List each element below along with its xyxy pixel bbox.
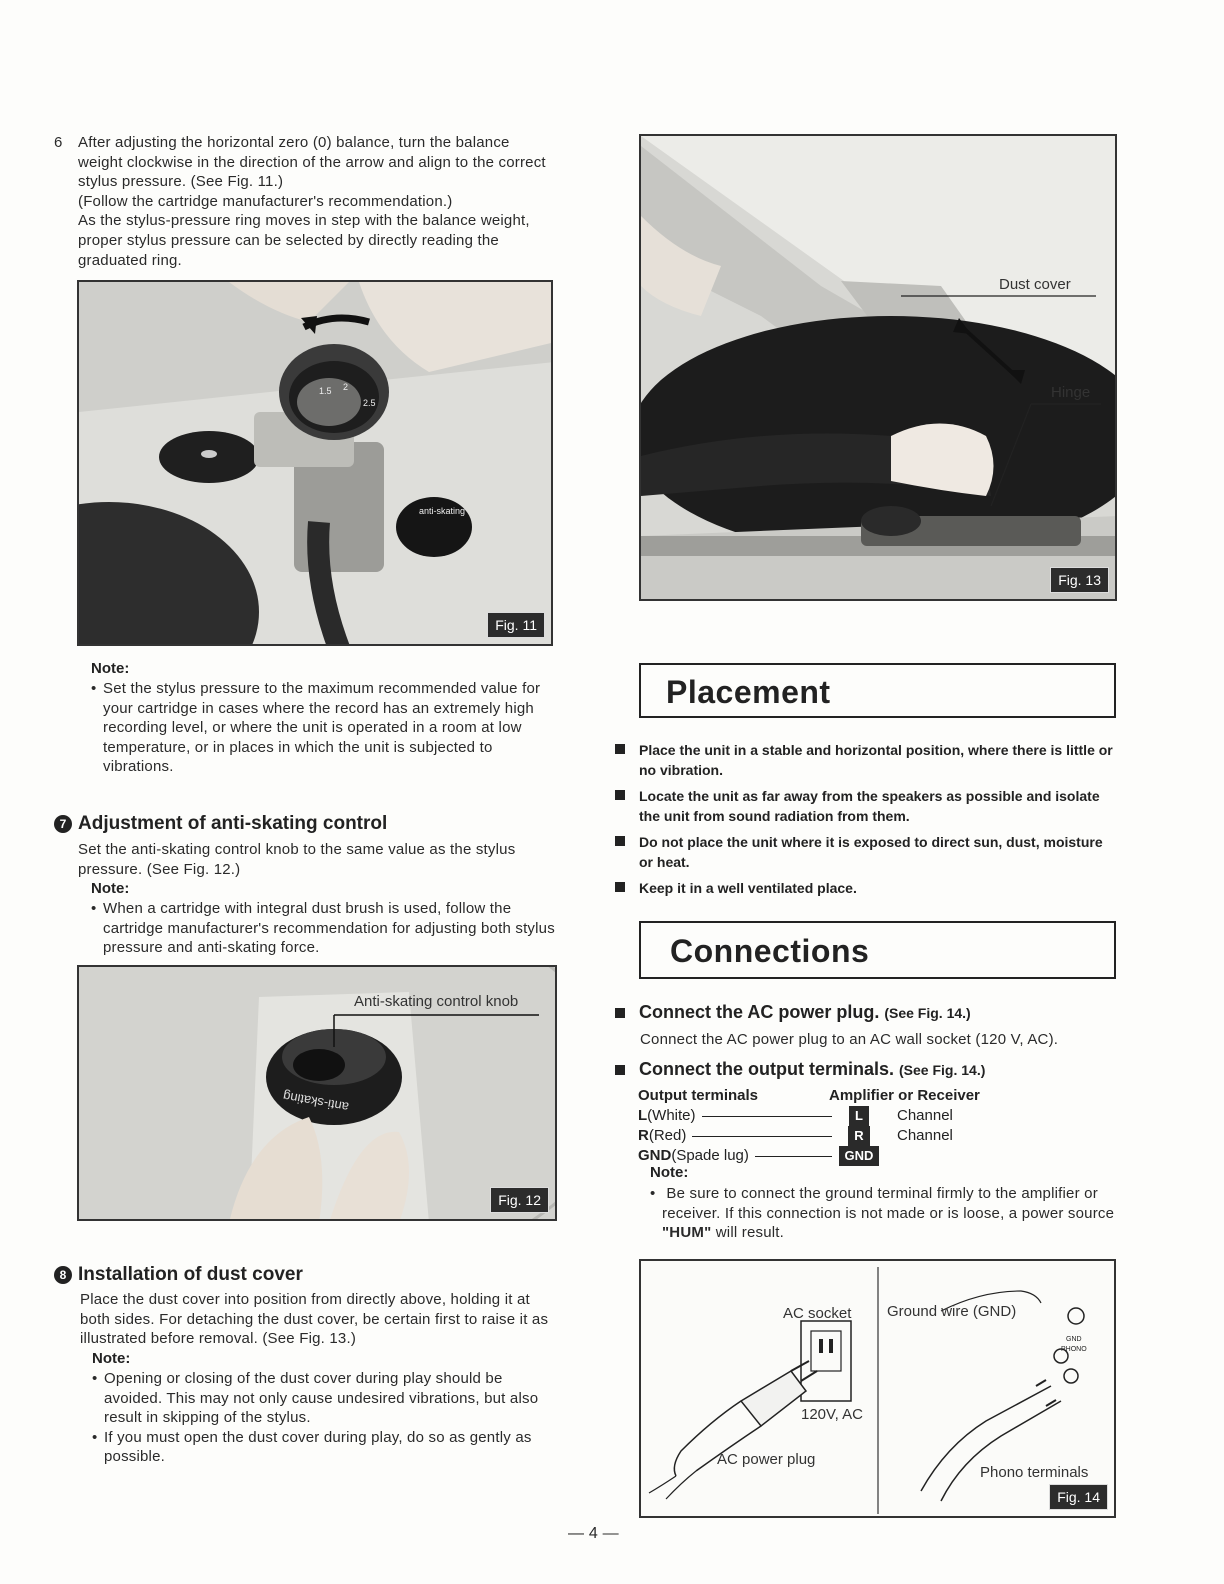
fig11-dial-num-2: 2 bbox=[343, 382, 349, 392]
output-terminals-header: Output terminals bbox=[638, 1087, 759, 1104]
connections-note-pre: Be sure to connect the ground terminal firmly to the amplifier or receiver. If this connection is not made or is loose, a power source bbox=[662, 1185, 1115, 1222]
note1-text: • Set the stylus pressure to the maximum recommended value for your cartridge in cases where the record has an extremely high recording level, or where the unit is operated in a room at low temperature, or in places in which the unit is subjected to vibrations. bbox=[91, 679, 557, 777]
fig14-voltage-label: 120V, AC bbox=[801, 1406, 863, 1423]
connections-heading-box bbox=[639, 921, 1116, 979]
output-table bbox=[638, 1086, 1118, 1166]
row-r-bold: R bbox=[638, 1127, 649, 1144]
note1-label: Note: bbox=[91, 660, 130, 677]
placement-title: Placement bbox=[666, 674, 831, 710]
output-row-l-left bbox=[638, 1106, 838, 1126]
fig14-phono-label: Phono terminals bbox=[980, 1464, 1089, 1481]
dust-cover-illustration bbox=[641, 136, 1117, 601]
section7-note-label: Note: bbox=[91, 880, 130, 897]
fig-11-image bbox=[77, 280, 553, 646]
connections-note-post: will result. bbox=[711, 1224, 785, 1242]
section8-note-1: • Opening or closing of the dust cover during play should be avoided. This may not only cause undesired vibrations, but also result in skipping of the stylus. bbox=[92, 1369, 558, 1428]
placement-list bbox=[615, 740, 1117, 898]
fig11-dial-num-3: 2.5 bbox=[363, 398, 376, 408]
section8-heading bbox=[54, 1264, 303, 1286]
fig11-anti-label: anti-skating bbox=[419, 506, 466, 516]
row-r-chip: R bbox=[848, 1126, 869, 1146]
row-r-chip-wrap bbox=[838, 1126, 880, 1146]
section7-number: 7 bbox=[54, 815, 72, 833]
section7-text: Set the anti-skating control knob to the same value as the stylus pressure. (See Fig. 12.) bbox=[78, 841, 516, 878]
connect-output-see: (See Fig. 14.) bbox=[899, 1062, 986, 1078]
connect-output-title: Connect the output terminals. bbox=[639, 1059, 895, 1079]
section7-title: Adjustment of anti-skating control bbox=[78, 813, 388, 834]
connections-title: Connections bbox=[670, 933, 870, 969]
connect-ac-heading bbox=[615, 1002, 971, 1023]
step6-as: As the stylus-pressure ring moves in step with the balance weight, proper stylus pressure can be selected by directly reading the graduated ring. bbox=[78, 212, 530, 269]
row-gnd-chip: GND bbox=[839, 1146, 880, 1166]
fig13-hinge-label: Hinge bbox=[1051, 384, 1091, 401]
section8-text: Place the dust cover into position from directly above, holding it at both sides. For detaching the dust cover, be certain first to raise it as illustrated before removal. (See Fig. 13.) bbox=[80, 1291, 549, 1348]
step6-follow: (Follow the cartridge manufacturer's recommendation.) bbox=[78, 192, 453, 210]
section8-notes bbox=[92, 1369, 558, 1467]
placement-item-4-text: Keep it in a well ventilated place. bbox=[639, 880, 857, 896]
placement-item-3 bbox=[615, 832, 1117, 872]
placement-item-2-text: Locate the unit as far away from the speakers as possible and isolate the unit from sound radiation from them. bbox=[639, 788, 1100, 824]
output-table-header bbox=[638, 1086, 1118, 1106]
stylus-pressure-illustration bbox=[79, 282, 553, 646]
connect-ac-title: Connect the AC power plug. bbox=[639, 1002, 880, 1022]
row-l-chip: L bbox=[849, 1106, 869, 1126]
fig-12-label: Fig. 12 bbox=[490, 1187, 549, 1213]
fig-11-label: Fig. 11 bbox=[487, 612, 545, 638]
section7-heading bbox=[54, 813, 387, 835]
fig-13-label: Fig. 13 bbox=[1050, 567, 1109, 593]
connect-ac-see: (See Fig. 14.) bbox=[884, 1005, 971, 1021]
bullet-square-icon bbox=[615, 882, 625, 892]
bullet-square-icon bbox=[615, 744, 625, 754]
step6-text: After adjusting the horizontal zero (0) balance, turn the balance weight clockwise in the direction of the arrow and align to the correct stylus pressure. (See Fig. 11.) bbox=[78, 134, 546, 191]
row-gnd-chip-wrap bbox=[838, 1146, 880, 1166]
row-l-channel: Channel bbox=[897, 1107, 953, 1124]
placement-item-3-text: Do not place the unit where it is exposed to direct sun, dust, moisture or heat. bbox=[639, 834, 1103, 870]
placement-item-1-text: Place the unit in a stable and horizontal position, where there is little or no vibration. bbox=[639, 742, 1113, 778]
arrow-icon bbox=[755, 1156, 832, 1157]
placement-item-4 bbox=[615, 878, 1117, 898]
output-row-l bbox=[638, 1106, 1118, 1126]
section8-note-label: Note: bbox=[92, 1350, 131, 1367]
fig12-knob-text: anti-skating bbox=[281, 1088, 350, 1115]
fig14-gnd-small: GND bbox=[1066, 1336, 1082, 1343]
connect-output-heading bbox=[615, 1059, 985, 1080]
step6-number: 6 bbox=[54, 134, 63, 151]
fig12-knob-label: Anti-skating control knob bbox=[354, 993, 519, 1010]
section8-note-2: • If you must open the dust cover during play, do so as gently as possible. bbox=[92, 1428, 558, 1467]
fig14-ac-plug-label: AC power plug bbox=[717, 1451, 816, 1468]
output-row-gnd-left bbox=[638, 1146, 838, 1166]
row-l-rest: (White) bbox=[647, 1107, 696, 1124]
fig-14-image bbox=[639, 1259, 1116, 1518]
row-l-bold: L bbox=[638, 1107, 648, 1124]
page-number: — 4 — bbox=[568, 1525, 619, 1542]
row-gnd-bold: GND bbox=[638, 1147, 672, 1164]
connections-note-hum: "HUM" bbox=[662, 1224, 712, 1242]
section8-title: Installation of dust cover bbox=[78, 1264, 303, 1285]
placement-heading-box bbox=[639, 663, 1116, 718]
output-row-r bbox=[638, 1126, 1118, 1146]
connections-note bbox=[650, 1184, 1118, 1243]
fig11-dial-num-1: 1.5 bbox=[319, 386, 332, 396]
placement-item-1 bbox=[615, 740, 1117, 780]
fig14-phono-small: PHONO bbox=[1061, 1346, 1087, 1353]
connections-note-label: Note: bbox=[650, 1164, 689, 1181]
section7-note: • When a cartridge with integral dust brush is used, follow the cartridge manufacturer's recommendation for adjusting both stylus pressure and anti-skating force. bbox=[91, 899, 557, 958]
placement-item-2 bbox=[615, 786, 1117, 826]
bullet-square-icon bbox=[615, 1008, 625, 1018]
output-row-gnd bbox=[638, 1146, 1118, 1166]
fig13-dust-cover-label: Dust cover bbox=[999, 276, 1071, 293]
amplifier-header: Amplifier or Receiver bbox=[829, 1087, 980, 1104]
bullet-square-icon bbox=[615, 790, 625, 800]
bullet-square-icon bbox=[615, 1065, 625, 1075]
row-l-chip-wrap bbox=[838, 1106, 880, 1126]
arrow-icon bbox=[702, 1116, 832, 1117]
fig14-ac-socket-label: AC socket bbox=[783, 1305, 852, 1322]
connect-ac-text: Connect the AC power plug to an AC wall socket (120 V, AC). bbox=[640, 1031, 1059, 1048]
bullet-square-icon bbox=[615, 836, 625, 846]
fig-12-image bbox=[77, 965, 557, 1221]
output-row-r-left bbox=[638, 1126, 838, 1146]
arrow-icon bbox=[692, 1136, 832, 1137]
fig-14-label: Fig. 14 bbox=[1049, 1484, 1108, 1510]
fig-13-image bbox=[639, 134, 1117, 601]
row-r-rest: (Red) bbox=[648, 1127, 687, 1144]
section8-number: 8 bbox=[54, 1266, 72, 1284]
step6-text-block bbox=[78, 133, 556, 270]
row-r-channel: Channel bbox=[897, 1127, 953, 1144]
row-gnd-rest: (Spade lug) bbox=[671, 1147, 749, 1164]
fig14-ground-label: Ground wire (GND) bbox=[887, 1303, 1017, 1320]
